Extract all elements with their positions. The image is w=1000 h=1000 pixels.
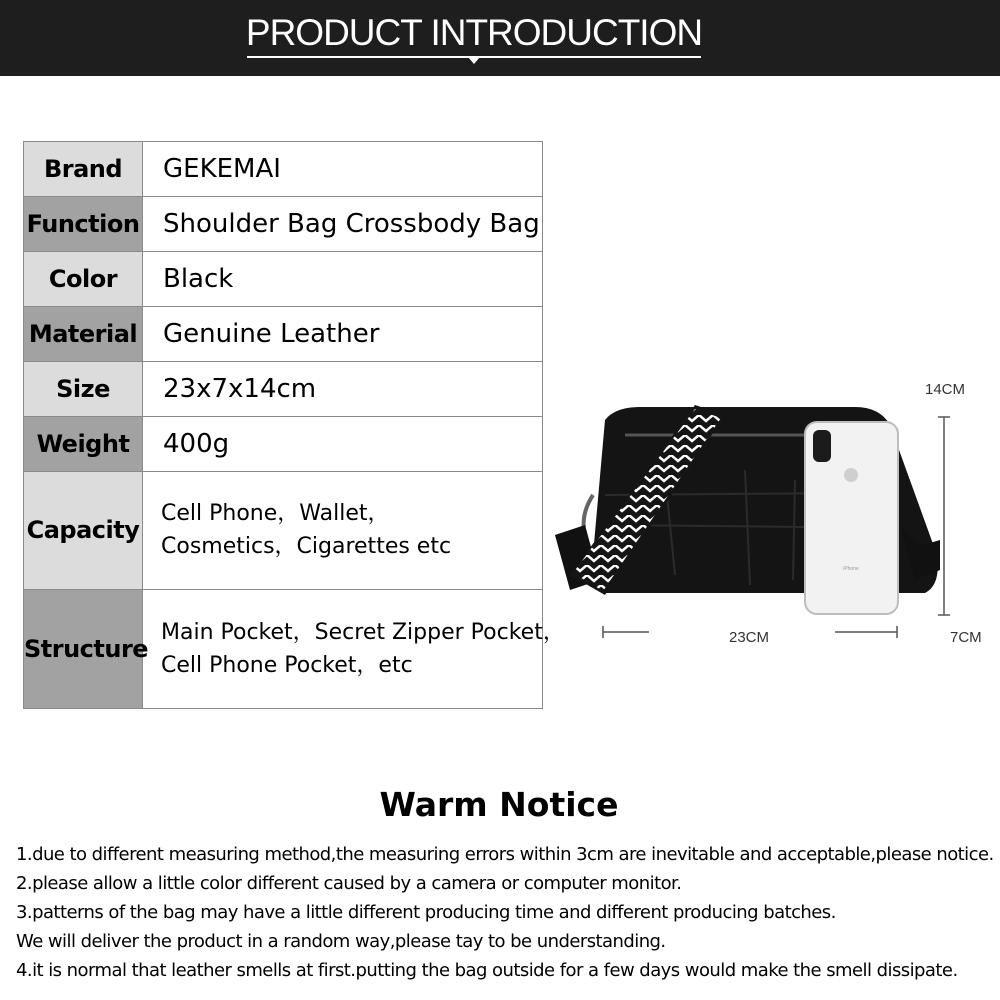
spec-value-structure bbox=[143, 590, 565, 709]
spec-key-material: Material bbox=[24, 306, 143, 361]
spec-value-weight: 400g bbox=[143, 416, 543, 471]
spec-value-brand: GEKEMAI bbox=[143, 142, 543, 197]
bag-illustration bbox=[545, 375, 1000, 660]
spec-table bbox=[23, 141, 565, 709]
height-label: 14CM bbox=[925, 381, 966, 398]
spec-value-structure-line2: Cell Phone Pocket，etc bbox=[161, 653, 413, 679]
spec-key-color: Color bbox=[24, 251, 143, 306]
spec-value-material: Genuine Leather bbox=[143, 306, 543, 361]
spec-key-brand: Brand bbox=[24, 142, 143, 197]
spec-row-brand bbox=[24, 142, 543, 197]
depth-label: 7CM bbox=[950, 629, 982, 646]
spec-row-material bbox=[24, 306, 543, 361]
notice-line: 2.please allow a little color different caused by a camera or computer monitor. bbox=[16, 873, 682, 894]
spec-value-capacity bbox=[143, 471, 543, 590]
notice-line: We will deliver the product in a random way,please tay to be understanding. bbox=[16, 931, 666, 952]
spec-row-structure bbox=[24, 590, 543, 709]
spec-row-color bbox=[24, 251, 543, 306]
spec-key-capacity: Capacity bbox=[24, 471, 143, 590]
width-label: 23CM bbox=[729, 629, 770, 646]
notice-title: Warm Notice bbox=[379, 785, 619, 824]
width-dimension-right bbox=[835, 626, 897, 638]
spec-key-function: Function bbox=[24, 196, 143, 251]
spec-row-capacity bbox=[24, 471, 543, 590]
title-pointer-icon bbox=[468, 57, 480, 64]
page-title: PRODUCT INTRODUCTION bbox=[245, 12, 703, 53]
spec-row-size bbox=[24, 361, 543, 416]
spec-value-function: Shoulder Bag Crossbody Bag bbox=[143, 196, 543, 251]
spec-value-capacity-line1: Cell Phone，Wallet， bbox=[161, 501, 390, 527]
header-banner bbox=[0, 0, 1000, 76]
spec-value-size: 23x7x14cm bbox=[143, 361, 543, 416]
spec-value-structure-line1: Main Pocket，Secret Zipper Pocket， bbox=[161, 620, 565, 646]
product-image bbox=[545, 375, 1000, 660]
notice-line: 3.patterns of the bag may have a little different producing time and different producing batches. bbox=[16, 902, 836, 923]
notice-list bbox=[16, 840, 996, 985]
spec-value-capacity-line2: Cosmetics，Cigarettes etc bbox=[161, 534, 452, 560]
spec-row-function bbox=[24, 196, 543, 251]
notice-line: 1.due to different measuring method,the measuring errors within 3cm are inevitable and acceptable,please notice. bbox=[16, 844, 994, 865]
phone-apple-logo-icon bbox=[844, 468, 858, 482]
spec-key-structure: Structure bbox=[24, 590, 143, 709]
spec-key-size: Size bbox=[24, 361, 143, 416]
height-dimension-line bbox=[938, 417, 950, 615]
spec-key-weight: Weight bbox=[24, 416, 143, 471]
width-dimension-left bbox=[603, 626, 649, 638]
notice-line: 4.it is normal that leather smells at first.putting the bag outside for a few days would make the smell dissipate. bbox=[16, 960, 958, 981]
phone-camera bbox=[813, 430, 831, 462]
spec-value-color: Black bbox=[143, 251, 543, 306]
phone-label: iPhone bbox=[843, 566, 859, 572]
spec-row-weight bbox=[24, 416, 543, 471]
